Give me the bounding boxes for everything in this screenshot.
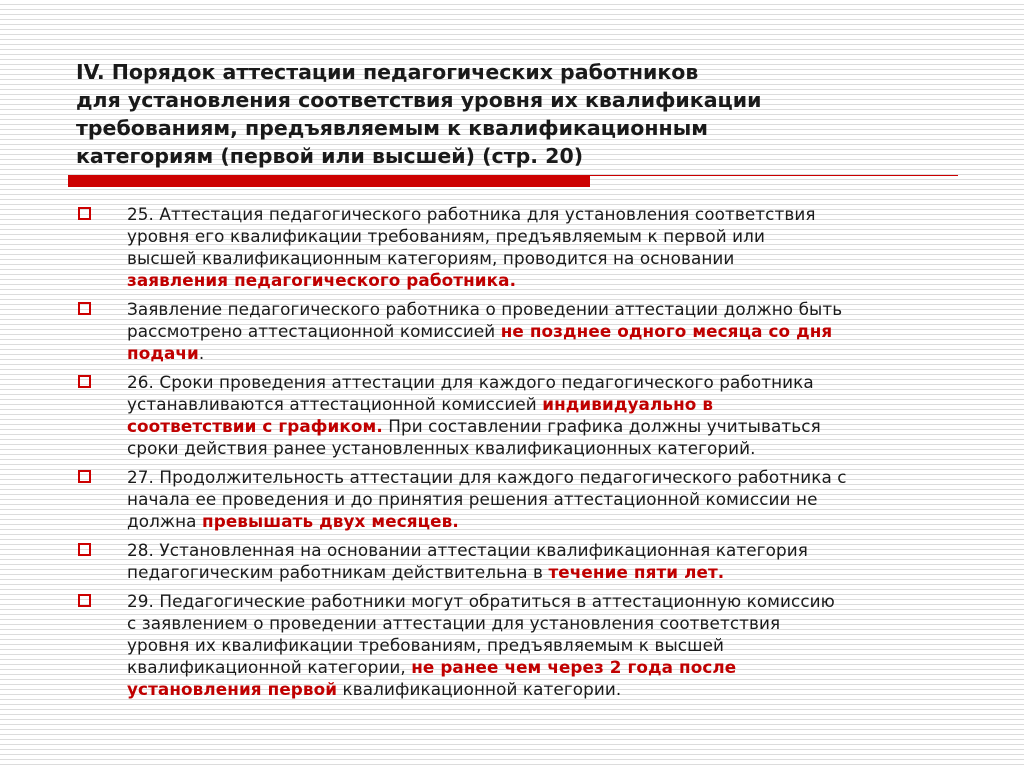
bullet-text-line	[127, 678, 958, 700]
hollow-square-icon	[78, 470, 91, 483]
bullet-text-line	[127, 320, 958, 342]
body-text: Заявление педагогического работника о проведении аттестации должно быть	[127, 299, 843, 319]
highlighted-text: установления первой	[127, 679, 338, 699]
bullet-text-line	[127, 466, 958, 488]
bullet-item	[78, 539, 958, 583]
title-underline-thick	[68, 175, 590, 187]
highlighted-text: индивидуально в	[542, 394, 714, 414]
hollow-square-icon	[78, 207, 91, 220]
highlighted-text: заявления педагогического работника.	[127, 270, 517, 290]
bullet-text-line	[127, 342, 958, 364]
bullet-text-line	[127, 612, 958, 634]
body-text: должна	[127, 511, 203, 531]
body-text: уровня их квалификации требованиям, предъявляемым к высшей	[127, 635, 725, 655]
bullet-list	[78, 203, 958, 707]
body-text: уровня его квалификации требованиям, предъявляемым к первой или	[127, 226, 766, 246]
bullet-item	[78, 466, 958, 532]
bullet-text-line	[127, 510, 958, 532]
bullet-item	[78, 203, 958, 291]
body-text: начала ее проведения и до принятия решения аттестационной комиссии не	[127, 489, 818, 509]
bullet-text-line	[127, 415, 958, 437]
bullet-text-line	[127, 393, 958, 415]
bullet-text-line	[127, 371, 958, 393]
body-text: педагогическим работникам действительна в	[127, 562, 549, 582]
body-text: 26. Сроки проведения аттестации для каждого педагогического работника	[127, 372, 814, 392]
hollow-square-icon	[78, 302, 91, 315]
title-line: требованиям, предъявляемым к квалификационным	[76, 116, 709, 140]
bullet-text-line	[127, 247, 958, 269]
body-text: рассмотрено аттестационной комиссией	[127, 321, 501, 341]
title-line: категориям (первой или высшей) (стр. 20)	[76, 144, 584, 168]
hollow-square-icon	[78, 594, 91, 607]
body-text: устанавливаются аттестационной комиссией	[127, 394, 543, 414]
title-line: IV. Порядок аттестации педагогических работников	[76, 60, 699, 84]
bullet-item	[78, 371, 958, 459]
bullet-text-line	[127, 203, 958, 225]
hollow-square-icon	[78, 543, 91, 556]
title-underline-thin	[590, 175, 958, 176]
bullet-text-line	[127, 269, 958, 291]
highlighted-text: не позднее одного месяца со дня	[500, 321, 833, 341]
body-text: .	[198, 343, 205, 363]
highlighted-text: подачи	[127, 343, 199, 363]
bullet-text-line	[127, 656, 958, 678]
highlighted-text: превышать двух месяцев.	[202, 511, 459, 531]
title-line: для установления соответствия уровня их квалификации	[76, 88, 762, 112]
body-text: сроки действия ранее установленных квалификационных категорий.	[127, 438, 756, 458]
bullet-text-line	[127, 634, 958, 656]
body-text: квалификационной категории,	[127, 657, 412, 677]
body-text: 28. Установленная на основании аттестации квалификационная категория	[127, 540, 808, 560]
body-text: высшей квалификационным категориям, проводится на основании	[127, 248, 735, 268]
bullet-text-line	[127, 225, 958, 247]
bullet-text-line	[127, 590, 958, 612]
bullet-text-line	[127, 561, 958, 583]
hollow-square-icon	[78, 375, 91, 388]
bullet-text-line	[127, 488, 958, 510]
body-text: 27. Продолжительность аттестации для каждого педагогического работника с	[127, 467, 847, 487]
body-text: 25. Аттестация педагогического работника для установления соответствия	[127, 204, 816, 224]
slide-title	[76, 58, 976, 170]
highlighted-text: течение пяти лет.	[548, 562, 725, 582]
highlighted-text: соответствии с графиком.	[127, 416, 383, 436]
bullet-text-line	[127, 437, 958, 459]
bullet-item	[78, 590, 958, 700]
body-text: При составлении графика должны учитываться	[382, 416, 821, 436]
highlighted-text: не ранее чем через 2 года после	[411, 657, 737, 677]
bullet-text-line	[127, 539, 958, 561]
body-text: с заявлением о проведении аттестации для установления соответствия	[127, 613, 781, 633]
body-text: 29. Педагогические работники могут обратиться в аттестационную комиссию	[127, 591, 835, 611]
bullet-item	[78, 298, 958, 364]
body-text: квалификационной категории.	[337, 679, 622, 699]
bullet-text-line	[127, 298, 958, 320]
